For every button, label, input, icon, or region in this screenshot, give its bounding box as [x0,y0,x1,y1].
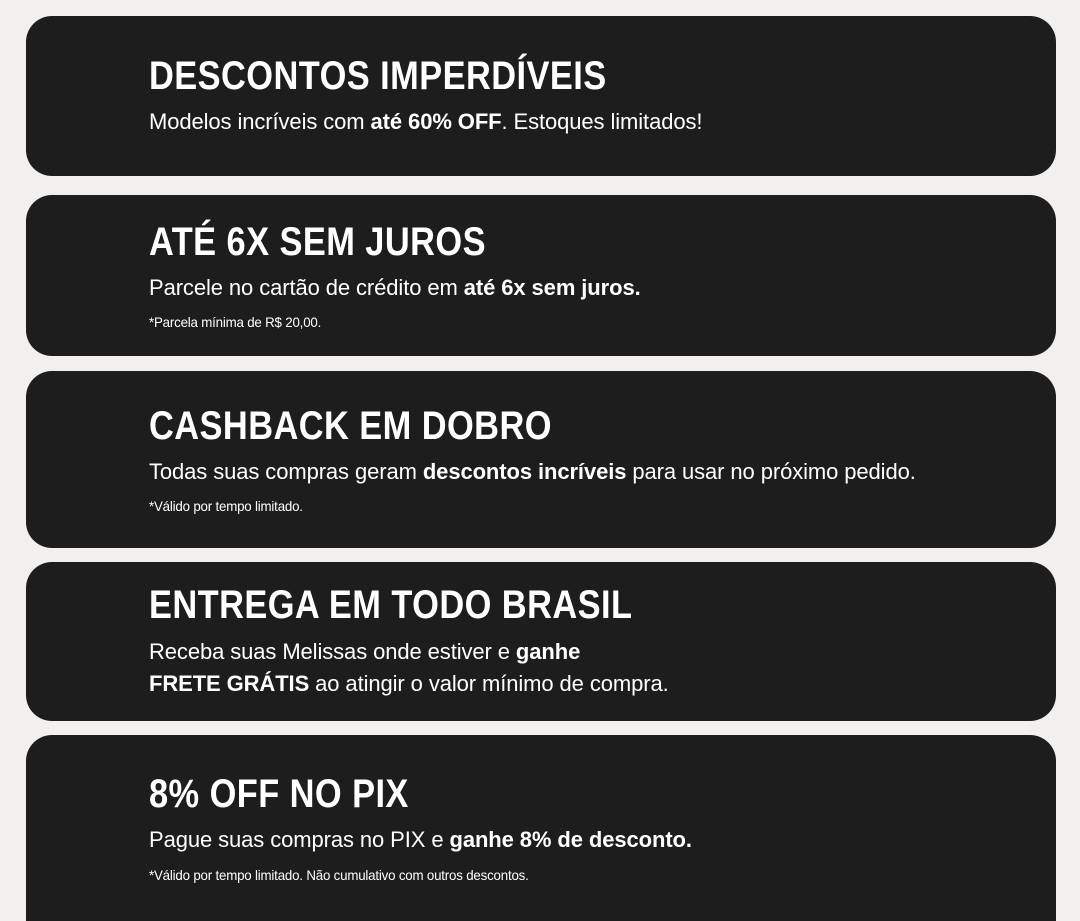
benefit-card-pix [26,735,1056,921]
benefit-desc-pre: Modelos incríveis com [149,109,371,135]
benefit-desc-highlight: até 60% OFF [370,109,502,135]
benefit-desc-highlight: até 6x sem juros. [463,274,641,300]
benefit-card-content [149,735,1056,921]
benefit-note: *Válido por tempo limitado. [149,498,303,515]
benefit-card-content [149,371,1056,548]
benefit-desc-pre: Pague suas compras no PIX e [149,827,450,853]
benefit-card-content [149,562,1056,721]
benefit-description [149,273,1056,303]
benefit-desc-post: . Estoques limitados! [501,109,703,135]
benefit-desc-highlight: descontos incríveis [422,458,627,484]
benefit-note: *Válido por tempo limitado. Não cumulativo com outros descontos. [149,866,529,883]
benefit-desc-post-2: ao atingir o valor mínimo de compra. [309,670,669,696]
benefit-title: CASHBACK EM DOBRO [149,403,552,448]
benefit-description [149,636,1056,700]
benefit-card-content [149,16,1056,176]
benefit-card-cashback [26,371,1056,548]
benefit-title: ENTREGA EM TODO BRASIL [149,582,633,627]
benefit-description [149,107,1056,137]
benefit-title: DESCONTOS IMPERDÍVEIS [149,54,607,99]
benefit-title: ATÉ 6X SEM JUROS [149,219,486,264]
benefit-description [149,457,1056,487]
benefit-title: 8% OFF NO PIX [149,772,409,817]
benefit-note: *Parcela mínima de R$ 20,00. [149,314,322,331]
benefit-desc-post: para usar no próximo pedido. [626,458,916,484]
benefit-desc-pre: Todas suas compras geram [149,458,423,484]
benefit-card-entrega [26,562,1056,721]
benefit-card-content [149,195,1056,356]
benefit-desc-pre: Receba suas Melissas onde estiver e [149,638,516,664]
benefit-desc-pre: Parcele no cartão de crédito em [149,274,464,300]
benefit-desc-highlight: ganhe [515,638,581,664]
benefit-description [149,825,1056,855]
benefit-card-parcelamento [26,195,1056,356]
benefit-card-descontos [26,16,1056,176]
benefit-desc-highlight-2: FRETE GRÁTIS [149,670,310,696]
benefit-desc-highlight: ganhe 8% de desconto. [449,827,692,853]
